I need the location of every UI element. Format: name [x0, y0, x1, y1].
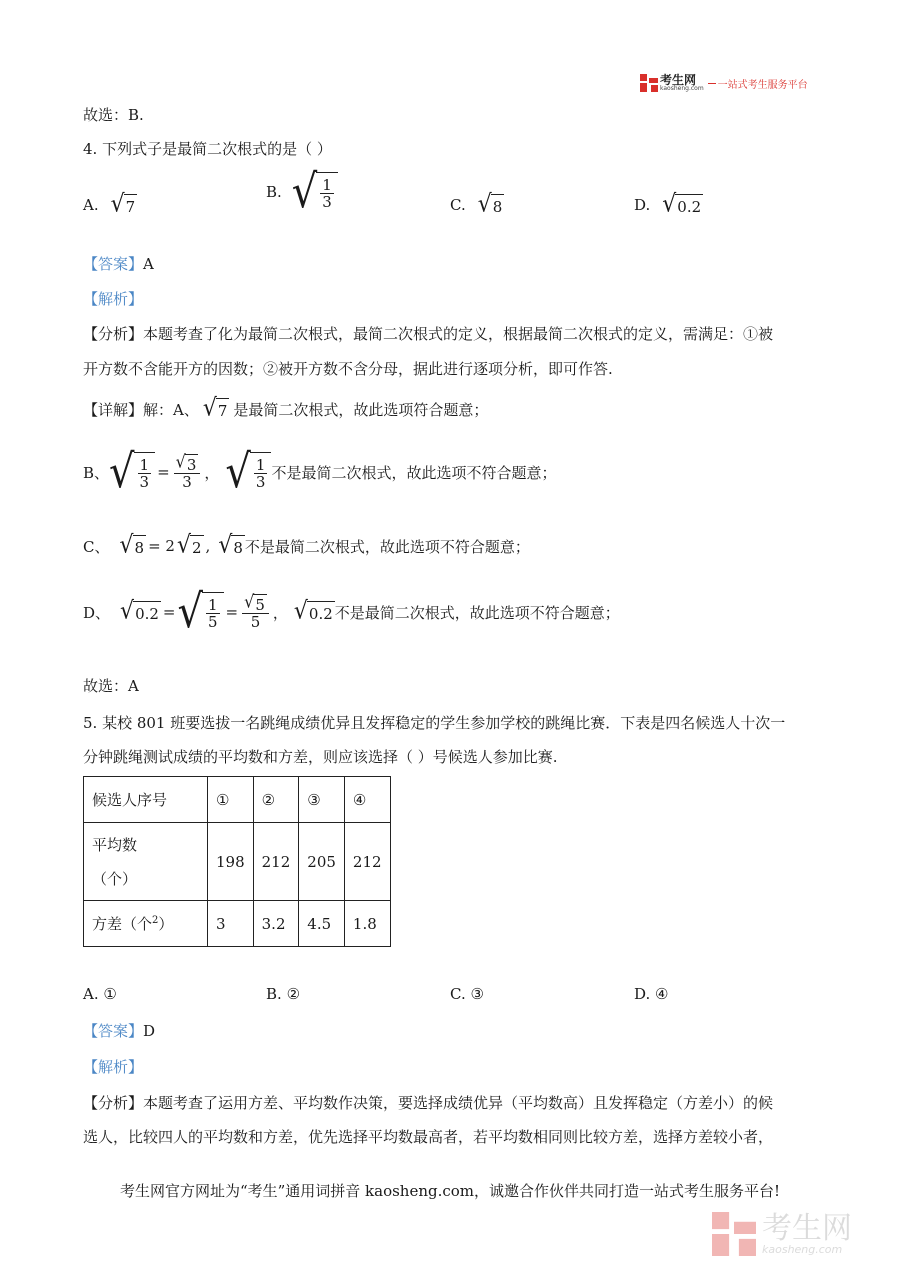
table-cell: 平均数 （个） — [84, 823, 208, 901]
table-cell: ① — [208, 777, 254, 823]
header-slogan: 一站式考生服务平台 — [717, 79, 808, 91]
watermark: 考生网 kaosheng.com — [712, 1212, 852, 1256]
table-cell: 4.5 — [299, 901, 345, 947]
table-cell: 候选人序号 — [84, 777, 208, 823]
logo-sub: kaosheng.com — [660, 85, 704, 92]
table-cell: 212 — [253, 823, 299, 901]
candidate-table — [83, 776, 391, 947]
q4-detail-d: D、 √ 0.2 = √ $\frac{1}{5}$ = √ 5 5 ， √ 0.2 不是最简二次根式，故此选项不符合题意； — [83, 585, 620, 639]
q4-detail-c: C、 √ 8 = 2 √ 2 , √ 8 不是最简二次根式，故此选项不符合题意； — [83, 531, 530, 560]
q5-option-c: C. ③ — [450, 985, 484, 1003]
table-cell: 方差（个$^2$） — [84, 901, 208, 947]
table-cell: 1.8 — [344, 901, 390, 947]
q4-option-b: B. √ $\frac{1}{3}$ — [266, 172, 338, 212]
logo-mark-icon — [640, 74, 658, 92]
table-cell: ③ — [299, 777, 345, 823]
q5-answer: 【答案】D — [83, 1022, 156, 1040]
header-logo — [640, 72, 808, 94]
q4-analysis-line1: 【分析】本题考查了化为最简二次根式，最简二次根式的定义，根据最简二次根式的定义，需满足：①被 — [83, 325, 774, 343]
table-row — [84, 901, 391, 947]
table-row — [84, 777, 391, 823]
q5-analysis-line2: 选人，比较四人的平均数和方差，优先选择平均数最高者，若平均数相同则比较方差，选择方差较小者， — [83, 1128, 774, 1146]
table-cell: 212 — [344, 823, 390, 901]
watermark-logo-icon — [712, 1212, 756, 1256]
q5-option-a: A. ① — [83, 985, 117, 1003]
table-cell: 3 — [208, 901, 254, 947]
q4-analysis-tag: 【解析】 — [83, 290, 144, 308]
q4-option-d: D. √ 0.2 — [634, 190, 702, 219]
table-cell: 3.2 — [253, 901, 299, 947]
q4-answer: 【答案】A — [83, 255, 154, 273]
q4-option-a: A. √ 7 — [83, 190, 136, 219]
q5-stem-line2: 分钟跳绳测试成绩的平均数和方差，则应该选择（ ）号候选人参加比赛. — [83, 748, 558, 766]
q4-option-c: C. √ 8 — [450, 190, 503, 219]
q4-detail-b: B、 √ $\frac{1}{3}$ = √ 3 3 ， √ $\frac{1}{3}$ 不是最简二次根式，故此选项不符合题意； — [83, 445, 557, 499]
q4-analysis-line2: 开方数不含能开方的因数；②被开方数不含分母，据此进行逐项分析，即可作答. — [83, 360, 613, 378]
q5-stem-line1: 5. 某校 801 班要选拔一名跳绳成绩优异且发挥稳定的学生参加学校的跳绳比赛．下表是四名候选人十次一 — [83, 714, 786, 732]
logo-text: 考生网 — [660, 73, 697, 87]
q5-option-b: B. ② — [266, 985, 301, 1003]
prev-answer: 故选：B. — [83, 106, 144, 124]
page-footer: 考生网官方网址为“考生”通用词拼音 kaosheng.com，诚邀合作伙伴共同打造一站式考生服务平台! — [119, 1182, 781, 1200]
q4-detail-a: 【详解】解：A、 √ 7 是最简二次根式，故此选项符合题意； — [83, 394, 489, 423]
q4-conclusion: 故选：A — [83, 677, 139, 695]
table-cell: ② — [253, 777, 299, 823]
table-cell: 198 — [208, 823, 254, 901]
table-cell: 205 — [299, 823, 345, 901]
q5-analysis-line1: 【分析】本题考查了运用方差、平均数作决策，要选择成绩优异（平均数高）且发挥稳定（方差小）的候 — [83, 1094, 774, 1112]
q5-analysis-tag: 【解析】 — [83, 1058, 144, 1076]
table-row — [84, 823, 391, 901]
q4-stem: 4. 下列式子是最简二次根式的是（ ） — [83, 140, 332, 158]
q5-option-d: D. ④ — [634, 985, 669, 1003]
table-cell: ④ — [344, 777, 390, 823]
